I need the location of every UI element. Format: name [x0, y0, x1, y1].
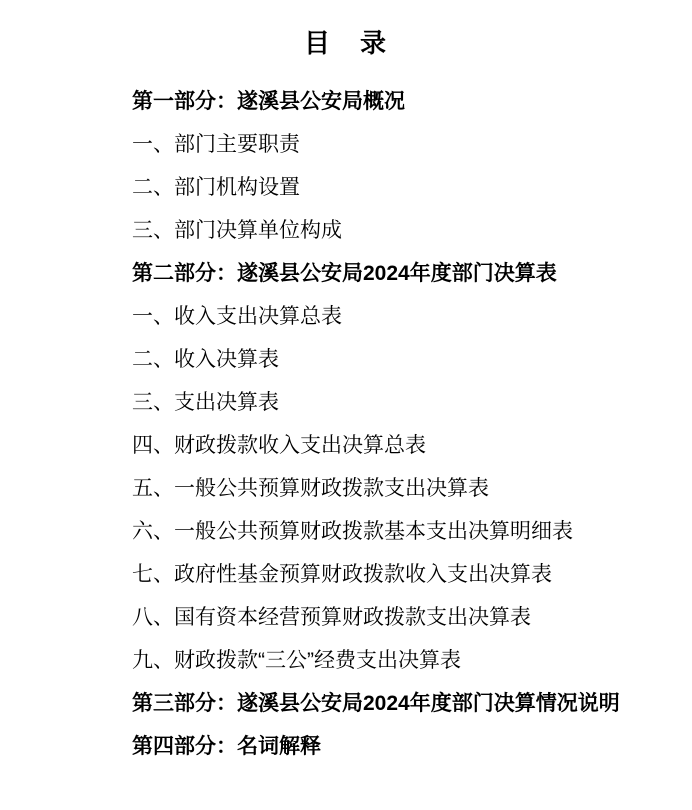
- toc-entry: 五、一般公共预算财政拨款支出决算表: [132, 476, 489, 500]
- toc-section-heading: 第四部分：名词解释: [132, 734, 321, 758]
- toc-entry: 二、收入决算表: [132, 347, 279, 371]
- toc-entry: 七、政府性基金预算财政拨款收入支出决算表: [132, 562, 552, 586]
- toc-section-heading: 第一部分：遂溪县公安局概况: [132, 89, 405, 113]
- toc-entry: 二、部门机构设置: [132, 175, 300, 199]
- page-title: 目 录: [303, 28, 388, 58]
- toc-entry: 八、国有资本经营预算财政拨款支出决算表: [132, 605, 531, 629]
- toc-section-heading: 第三部分：遂溪县公安局2024年度部门决算情况说明: [132, 691, 620, 715]
- toc-entry: 四、财政拨款收入支出决算总表: [132, 433, 426, 457]
- toc-entry: 九、财政拨款“三公”经费支出决算表: [132, 648, 461, 672]
- toc-entry: 一、部门主要职责: [132, 132, 300, 156]
- toc-entry: 一、收入支出决算总表: [132, 304, 342, 328]
- toc-entry: 三、支出决算表: [132, 390, 279, 414]
- toc-entry: 三、部门决算单位构成: [132, 218, 342, 242]
- toc-entry: 六、一般公共预算财政拨款基本支出决算明细表: [132, 519, 573, 543]
- toc-section-heading: 第二部分：遂溪县公安局2024年度部门决算表: [132, 261, 557, 285]
- table-of-contents: [132, 78, 652, 766]
